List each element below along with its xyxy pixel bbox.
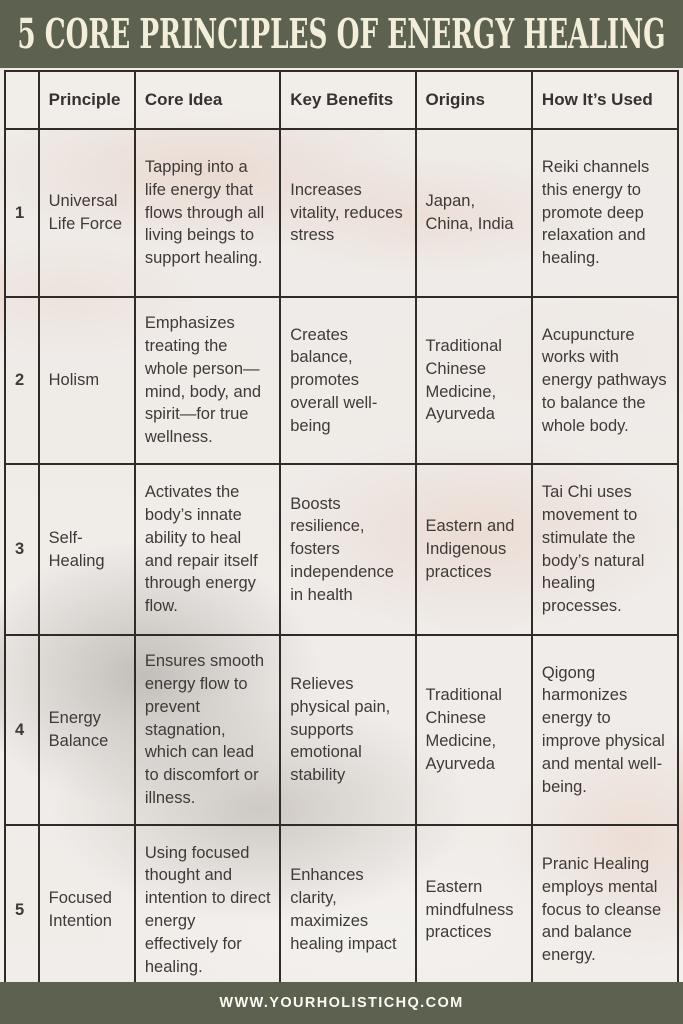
header-cell-number xyxy=(5,71,39,129)
core-idea-cell: Tapping into a life energy that flows through all living beings to support healing. xyxy=(135,129,280,297)
origins-cell: Traditional Chinese Medicine, Ayurveda xyxy=(416,635,532,825)
principle-cell: Focused Intention xyxy=(39,825,135,995)
header-cell-core-idea: Core Idea xyxy=(135,71,280,129)
header-cell-key-benefits: Key Benefits xyxy=(280,71,415,129)
how-its-used-cell: Tai Chi uses movement to stimulate the body’s natural healing processes. xyxy=(532,464,678,635)
table-header-row xyxy=(5,71,678,129)
origins-cell: Japan, China, India xyxy=(416,129,532,297)
key-benefits-cell: Boosts resilience, fosters independence in health xyxy=(280,464,415,635)
row-number-cell: 4 xyxy=(5,635,39,825)
header-cell-how-its-used: How It’s Used xyxy=(532,71,678,129)
core-idea-cell: Ensures smooth energy flow to prevent stagnation, which can lead to discomfort or illness. xyxy=(135,635,280,825)
core-idea-cell: Emphasizes treating the whole person—mind, body, and spirit—for true wellness. xyxy=(135,297,280,464)
row-number-cell: 5 xyxy=(5,825,39,995)
table-row xyxy=(5,825,678,995)
table-row xyxy=(5,129,678,297)
principles-table xyxy=(4,70,679,996)
origins-cell: Eastern and Indigenous practices xyxy=(416,464,532,635)
table-row xyxy=(5,464,678,635)
row-number-cell: 1 xyxy=(5,129,39,297)
core-idea-cell: Activates the body’s innate ability to heal and repair itself through energy flow. xyxy=(135,464,280,635)
key-benefits-cell: Increases vitality, reduces stress xyxy=(280,129,415,297)
footer-banner xyxy=(0,982,683,1024)
website-url: WWW.YOURHOLISTICHQ.COM xyxy=(219,995,464,1011)
table-row xyxy=(5,635,678,825)
row-number-cell: 3 xyxy=(5,464,39,635)
key-benefits-cell: Enhances clarity, maximizes healing impact xyxy=(280,825,415,995)
principle-cell: Energy Balance xyxy=(39,635,135,825)
principle-cell: Self-Healing xyxy=(39,464,135,635)
how-its-used-cell: Reiki channels this energy to promote deep relaxation and healing. xyxy=(532,129,678,297)
page-title: 5 CORE PRINCIPLES OF ENERGY HEALING xyxy=(17,10,666,58)
how-its-used-cell: Qigong harmonizes energy to improve physical and mental well-being. xyxy=(532,635,678,825)
core-idea-cell: Using focused thought and intention to direct energy effectively for healing. xyxy=(135,825,280,995)
principle-cell: Universal Life Force xyxy=(39,129,135,297)
header-cell-principle: Principle xyxy=(39,71,135,129)
row-number-cell: 2 xyxy=(5,297,39,464)
origins-cell: Eastern mindfulness practices xyxy=(416,825,532,995)
principle-cell: Holism xyxy=(39,297,135,464)
header-cell-origins: Origins xyxy=(416,71,532,129)
how-its-used-cell: Pranic Healing employs mental focus to cleanse and balance energy. xyxy=(532,825,678,995)
title-banner xyxy=(0,0,683,68)
origins-cell: Traditional Chinese Medicine, Ayurveda xyxy=(416,297,532,464)
key-benefits-cell: Creates balance, promotes overall well-being xyxy=(280,297,415,464)
table-row xyxy=(5,297,678,464)
key-benefits-cell: Relieves physical pain, supports emotional stability xyxy=(280,635,415,825)
how-its-used-cell: Acupuncture works with energy pathways to balance the whole body. xyxy=(532,297,678,464)
